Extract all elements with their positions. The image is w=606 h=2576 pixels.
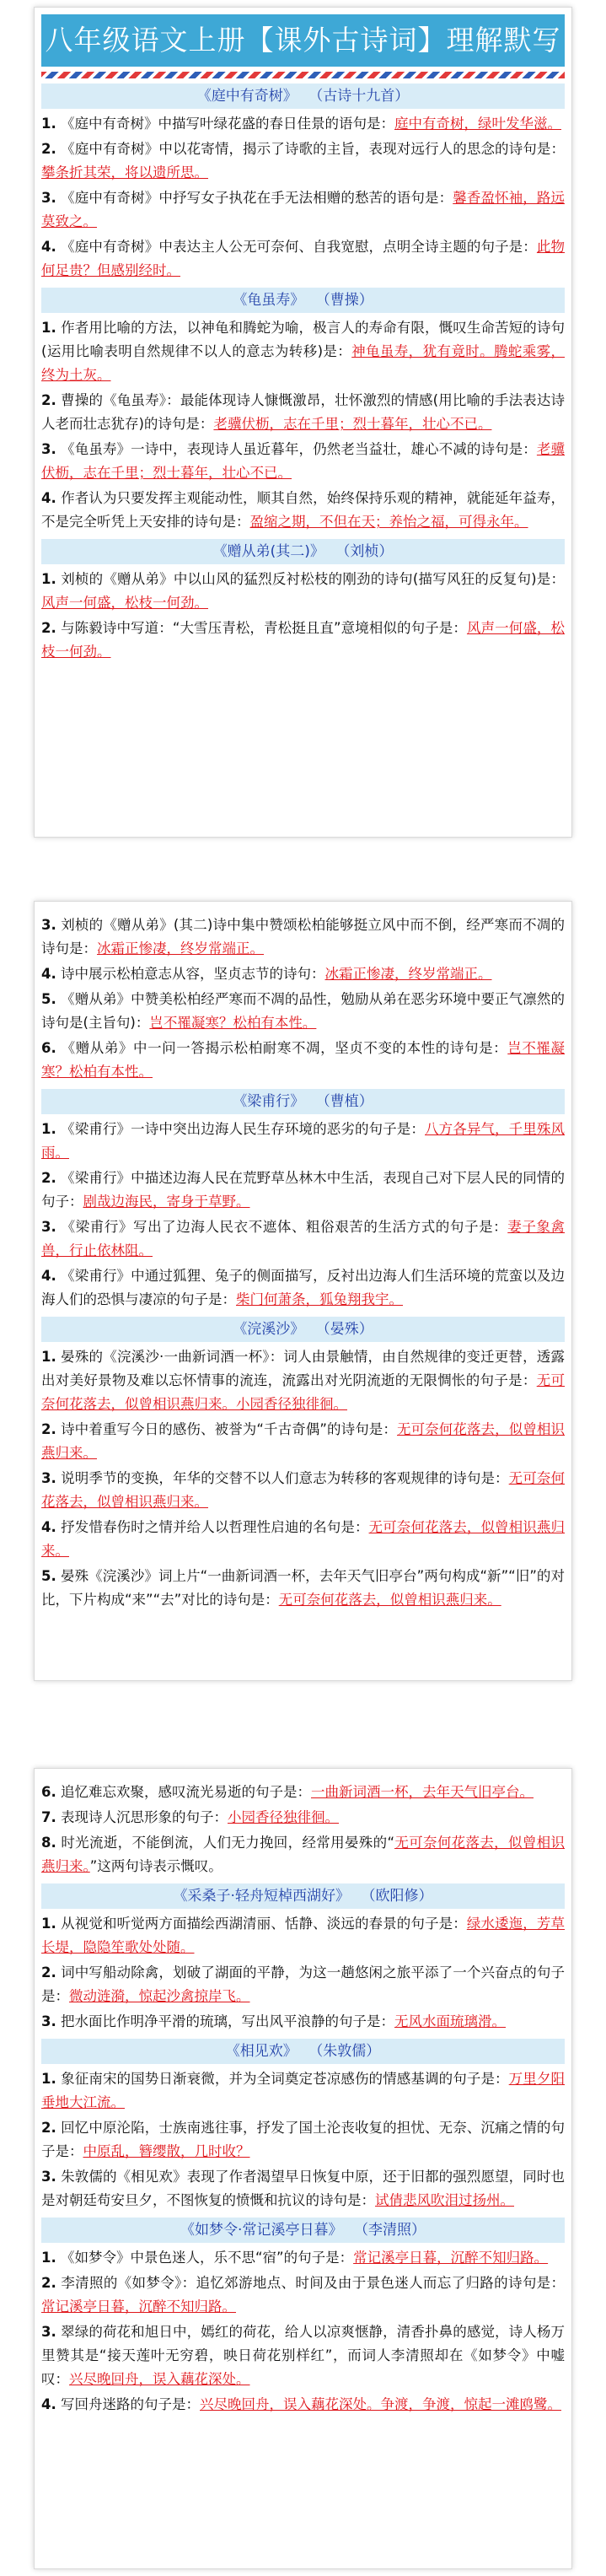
question-number: 6. xyxy=(41,1784,56,1800)
question-text: 写回舟迷路的句子是： xyxy=(56,2396,200,2412)
poem-author: （欧阳修） xyxy=(367,1888,433,1905)
question-item xyxy=(41,1418,565,1465)
question-number: 5. xyxy=(41,1568,56,1584)
question-item xyxy=(41,2116,565,2164)
document-page-2 xyxy=(34,901,572,1681)
poem-section-heading xyxy=(41,1089,565,1114)
question-item xyxy=(41,112,565,136)
answer-text: 风声一何盛，松枝一何劲。 xyxy=(41,595,208,611)
question-number: 2. xyxy=(41,1421,56,1437)
question-number: 1. xyxy=(41,571,56,587)
answer-text: 八方各异气，千里殊风雨。 xyxy=(41,1121,566,1161)
page-title: 八年级语文上册【课外古诗词】理解默写 xyxy=(41,14,565,67)
answer-text: 攀条折其荣，将以遗所思。 xyxy=(41,164,208,181)
answer-text: 神龟虽寿，犹有竟时。腾蛇乘雾，终为土灰。 xyxy=(41,343,566,383)
question-item xyxy=(41,2320,565,2391)
poem-author: （刘桢） xyxy=(342,543,394,560)
answer-text: 中原乱，簪缨散，几时收？ xyxy=(83,2143,250,2159)
question-item xyxy=(41,1781,565,1804)
question-item xyxy=(41,988,565,1035)
answer-text: 馨香盈怀袖，路远莫致之。 xyxy=(41,190,565,229)
question-item xyxy=(41,1565,565,1612)
question-text: 《赠从弟》中一问一答揭示松柏耐寒不凋，坚贞不变的本性的诗句是： xyxy=(56,1040,508,1056)
answer-text: 风声一何盛，松枝一何劲。 xyxy=(41,620,566,660)
question-number: 2. xyxy=(41,620,56,636)
poem-title: 《如梦令·常记溪亭日暮》 xyxy=(180,2222,343,2239)
question-text: 象征南宋的国势日渐衰微，并为全词奠定苍凉感伤的情感基调的句子是： xyxy=(56,2071,509,2087)
answer-text: 常记溪亭日暮，沉醉不知归路。 xyxy=(41,2298,236,2315)
poem-title: 《庭中有奇树》 xyxy=(196,88,298,105)
answer-text: 冰霜正惨凄，终岁常端正。 xyxy=(324,966,492,982)
question-text: 《庭中有奇树》中表达主人公无可奈何、自我宽慰，点明全诗主题的句子是： xyxy=(56,239,537,255)
question-number: 6. xyxy=(41,1040,56,1056)
question-number: 3. xyxy=(41,190,56,206)
question-text: 《龟虽寿》一诗中，表现诗人虽近暮年，仍然老当益壮，雄心不减的诗句是： xyxy=(56,441,537,457)
answer-text: 小园香径独徘徊。 xyxy=(228,1809,339,1825)
page-content xyxy=(35,1769,571,2417)
question-item xyxy=(41,2067,565,2115)
question-text: 时光流逝，不能倒流，人们无力挽回，经常用晏殊的“ xyxy=(56,1835,395,1851)
question-number: 4. xyxy=(41,1268,56,1284)
question-text: 表现诗人沉思形象的句子： xyxy=(56,1809,228,1825)
page-content xyxy=(35,902,571,1612)
answer-text: 岂不罹凝寒？松柏有本性。 xyxy=(149,1015,317,1031)
question-item xyxy=(41,389,565,436)
question-item xyxy=(41,2010,565,2034)
answer-text: 无可奈何花落去，似曾相识燕归来。 xyxy=(278,1592,501,1608)
poem-section-heading xyxy=(41,288,565,313)
question-text: 李清照的《如梦令》：追忆郊游地点、时间及由于景色迷人而忘了归路的诗句是： xyxy=(56,2275,565,2291)
answer-text: 无风水面琉璃滑。 xyxy=(394,2013,506,2029)
poem-title: 《龟虽寿》 xyxy=(233,292,305,309)
question-text: 《如梦令》中景色迷人，乐不思“宿”的句子是： xyxy=(56,2250,354,2266)
question-tail: ”这两句诗表示慨叹。 xyxy=(89,1858,223,1874)
question-item xyxy=(41,1167,565,1214)
question-item xyxy=(41,1345,565,1416)
question-text: 晏殊的《浣溪沙·一曲新词酒一杯》：词人由景触情，由自然规律的变迁更替，透露出对美好景物及难以忘怀情事的流连，流露出对光阴流逝的无限惆怅的句子是： xyxy=(41,1349,565,1388)
answer-text: 妻子象禽兽，行止依林阻。 xyxy=(41,1219,566,1258)
question-number: 3. xyxy=(41,2013,56,2029)
question-item xyxy=(41,1037,565,1084)
answer-text: 庭中有奇树，绿叶发华滋。 xyxy=(394,116,561,132)
question-item xyxy=(41,962,565,986)
document-page-3 xyxy=(34,1768,572,2569)
poem-title: 《采桑子·轻舟短棹西湖好》 xyxy=(173,1888,350,1905)
answer-text: 盈缩之期，不但在天；养怡之福，可得永年。 xyxy=(249,514,528,530)
question-number: 4. xyxy=(41,490,56,506)
question-text: 作者用比喻的方法，以神龟和腾蛇为喻，极言人的寿命有限，慨叹生命苦短的诗句(运用比喻表明自然规律不以人的意志为转移)是： xyxy=(41,320,565,359)
question-item xyxy=(41,137,565,185)
answer-text: 一曲新词酒一杯，去年天气旧亭台。 xyxy=(311,1784,534,1800)
question-text: 《庭中有奇树》中描写叶绿花盛的春日佳景的语句是： xyxy=(56,116,394,132)
document-page-1 xyxy=(34,7,572,838)
poem-section-heading xyxy=(41,1317,565,1342)
question-item xyxy=(41,913,565,961)
question-text: 《梁甫行》中描述边海人民在荒野草丛林木中生活，表现自己对下层人民的同情的句子： xyxy=(41,1170,565,1210)
question-number: 1. xyxy=(41,2250,56,2266)
page-content xyxy=(35,84,571,664)
answer-text: 无可奈何花落去，似曾相识燕归来。 xyxy=(41,1835,565,1874)
poem-author: （朱敦儒） xyxy=(315,2043,381,2060)
answer-text: 绿水逶迤，芳草长堤，隐隐笙歌处处随。 xyxy=(41,1916,565,1955)
answer-text: 老骥伏枥，志在千里；烈士暮年，壮心不已。 xyxy=(41,441,566,481)
answer-text: 兴尽晚回舟，误入藕花深处。争渡，争渡，惊起一滩鸥鹭。 xyxy=(200,2396,561,2412)
question-item xyxy=(41,1467,565,1514)
question-number: 3. xyxy=(41,1470,56,1486)
question-text: 《庭中有奇树》中以花寄情，揭示了诗歌的主旨，表现对远行人的思念的诗句是： xyxy=(56,141,565,157)
question-item xyxy=(41,2246,565,2270)
decorative-stripe xyxy=(41,72,565,78)
question-item xyxy=(41,2393,565,2417)
question-text: 《庭中有奇树》中抒写女子执花在手无法相赠的愁苦的语句是： xyxy=(56,190,453,206)
poem-author: （古诗十九首） xyxy=(315,88,410,105)
poem-title: 《浣溪沙》 xyxy=(233,1321,305,1338)
question-item xyxy=(41,1961,565,2008)
poem-author: （曹植） xyxy=(323,1093,373,1110)
question-text: 回忆中原沦陷，士族南逃往事，抒发了国土沦丧收复的担忧、无奈、沉痛之情的句子是： xyxy=(41,2120,565,2159)
question-number: 4. xyxy=(41,966,56,982)
poem-section-heading xyxy=(41,2218,565,2243)
answer-text: 无可奈何花落去，似曾相识燕归来。 xyxy=(41,1519,566,1559)
question-number: 7. xyxy=(41,1809,56,1825)
question-number: 4. xyxy=(41,1519,56,1535)
poem-section-heading xyxy=(41,539,565,564)
question-number: 2. xyxy=(41,392,56,408)
question-text: 诗中着重写今日的感伤、被誉为“千古奇偶”的诗句是： xyxy=(56,1421,397,1437)
question-item xyxy=(41,235,565,283)
poem-author: （李清照） xyxy=(361,2222,426,2239)
answer-text: 老骥伏枥，志在千里；烈士暮年，壮心不已。 xyxy=(213,416,492,432)
question-item xyxy=(41,316,565,387)
answer-text: 试倩悲风吹泪过扬州。 xyxy=(375,2192,514,2208)
question-item xyxy=(41,617,565,664)
question-number: 3. xyxy=(41,441,56,457)
question-number: 1. xyxy=(41,1916,56,1932)
question-text: 朱敦儒的《相见欢》表现了作者渴望早日恢复中原，还于旧都的强烈愿望，同时也是对朝廷苟安旦夕，不图恢复的愤慨和抗议的诗句是： xyxy=(41,2169,565,2208)
question-text: 抒发惜春伤时之情并给人以哲理性启迪的名句是： xyxy=(56,1519,369,1535)
question-number: 2. xyxy=(41,1170,56,1186)
question-text: 说明季节的变换，年华的交替不以人们意志为转移的客观规律的诗句是： xyxy=(56,1470,509,1486)
question-text: 《赠从弟》中赞美松柏经严寒而不凋的品性，勉励从弟在恶劣环境中要正气凛然的诗句是(主旨句)： xyxy=(41,991,565,1031)
question-text: 追忆难忘欢聚，感叹流光易逝的句子是： xyxy=(56,1784,311,1800)
question-text: 《梁甫行》一诗中突出边海人民生存环境的恶劣的句子是： xyxy=(56,1121,425,1137)
poem-title: 《梁甫行》 xyxy=(233,1093,305,1110)
answer-text: 微动涟漪，惊起沙禽掠岸飞。 xyxy=(69,1988,250,2004)
question-item xyxy=(41,2165,565,2212)
question-number: 3. xyxy=(41,2169,56,2185)
question-number: 8. xyxy=(41,1835,56,1851)
question-text: 把水面比作明净平滑的琉璃，写出风平浪静的句子是： xyxy=(56,2013,394,2029)
question-item xyxy=(41,2272,565,2319)
answer-text: 常记溪亭日暮，沉醉不知归路。 xyxy=(353,2250,549,2266)
question-number: 1. xyxy=(41,1121,56,1137)
question-item xyxy=(41,1118,565,1165)
question-number: 3. xyxy=(41,1219,56,1235)
question-text: 《梁甫行》写出了边海人民衣不遮体、粗俗艰苦的生活方式的句子是： xyxy=(56,1219,508,1235)
poem-title: 《赠从弟(其二)》 xyxy=(212,543,324,560)
answer-text: 无可奈何花落去，似曾相识燕归来。 xyxy=(41,1421,566,1461)
question-number: 1. xyxy=(41,1349,56,1365)
answer-text: 兴尽晚回舟，误入藕花深处。 xyxy=(69,2371,250,2387)
question-item xyxy=(41,1831,565,1878)
question-text: 作者认为只要发挥主观能动性，顺其自然，始终保持乐观的精神，就能延年益寿，不是完全听凭上天安排的诗句是： xyxy=(41,490,565,530)
question-text: 与陈毅诗中写道：“大雪压青松，青松挺且直”意境相似的句子是： xyxy=(56,620,467,636)
question-item xyxy=(41,568,565,615)
question-text: 翠绿的荷花和旭日中，嫣红的荷花，给人以凉爽惬静，清香扑鼻的感觉，诗人杨万里赞其是“接天莲叶无穷碧，映日荷花别样红”，而词人李清照却在《如梦令》中嘘叹： xyxy=(41,2324,565,2387)
poem-author: （曹操） xyxy=(323,292,373,309)
question-text: 诗中展示松柏意志从容，坚贞志节的诗句： xyxy=(56,966,325,982)
poem-section-heading xyxy=(41,2039,565,2064)
question-item xyxy=(41,186,565,234)
question-item xyxy=(41,1516,565,1563)
question-number: 3. xyxy=(41,917,56,933)
poem-title: 《相见欢》 xyxy=(225,2043,298,2060)
answer-text: 冰霜正惨凄，终岁常端正。 xyxy=(97,940,264,957)
question-item xyxy=(41,1806,565,1830)
question-item xyxy=(41,487,565,534)
question-number: 3. xyxy=(41,2324,56,2340)
question-number: 4. xyxy=(41,239,56,255)
question-item xyxy=(41,438,565,485)
question-number: 4. xyxy=(41,2396,56,2412)
question-text: 《梁甫行》中通过狐狸、兔子的侧面描写，反衬出边海人们生活环境的荒蛮以及边海人们的恐惧与凄凉的句子是： xyxy=(41,1268,565,1307)
answer-text: 剧哉边海民，寄身于草野。 xyxy=(83,1194,250,1210)
question-item xyxy=(41,1912,565,1959)
question-text: 从视觉和听觉两方面描绘西湖清丽、恬静、淡远的春景的句子是： xyxy=(56,1916,467,1932)
answer-text: 无可奈何花落去，似曾相识燕归来。 xyxy=(41,1470,566,1510)
answer-text: 岂不罹凝寒？松柏有本性。 xyxy=(41,1040,566,1080)
poem-author: （晏殊） xyxy=(323,1321,373,1338)
question-number: 2. xyxy=(41,1964,56,1981)
question-item xyxy=(41,1215,565,1263)
question-text: 曹操的《龟虽寿》：最能体现诗人慷慨激昂，壮怀激烈的情感(用比喻的手法表达诗人老而壮志犹存)的诗句是： xyxy=(41,392,565,432)
answer-text: 此物何足贵？但感别经时。 xyxy=(41,239,566,278)
question-number: 2. xyxy=(41,141,56,157)
question-text: 刘桢的《赠从弟》中以山风的猛烈反衬松枝的刚劲的诗句(描写风狂的反复句)是： xyxy=(56,571,565,587)
poem-section-heading xyxy=(41,84,565,109)
question-text: 词中写船动除禽，划破了湖面的平静，为这一趟悠闲之旅平添了一个兴奋点的句子是： xyxy=(41,1964,565,2004)
question-number: 5. xyxy=(41,991,56,1007)
question-number: 1. xyxy=(41,116,56,132)
question-number: 2. xyxy=(41,2275,56,2291)
answer-text: 万里夕阳垂地大江流。 xyxy=(41,2071,566,2110)
answer-text: 柴门何萧条，狐兔翔我宇。 xyxy=(236,1291,403,1307)
question-text: 晏殊《浣溪沙》词上片“一曲新词酒一杯，去年天气旧亭台”两句构成“新”“旧”的对比，下片构成“来”“去”对比的诗句是： xyxy=(41,1568,565,1608)
poem-section-heading xyxy=(41,1883,565,1909)
question-number: 1. xyxy=(41,320,56,336)
answer-text: 无可奈何花落去，似曾相识燕归来。小园香径独徘徊。 xyxy=(41,1372,566,1412)
question-number: 2. xyxy=(41,2120,56,2136)
question-item xyxy=(41,1264,565,1312)
question-number: 1. xyxy=(41,2071,56,2087)
question-text: 刘桢的《赠从弟》(其二)诗中集中赞颂松柏能够挺立风中而不倒，经严寒而不凋的诗句是： xyxy=(41,917,565,957)
